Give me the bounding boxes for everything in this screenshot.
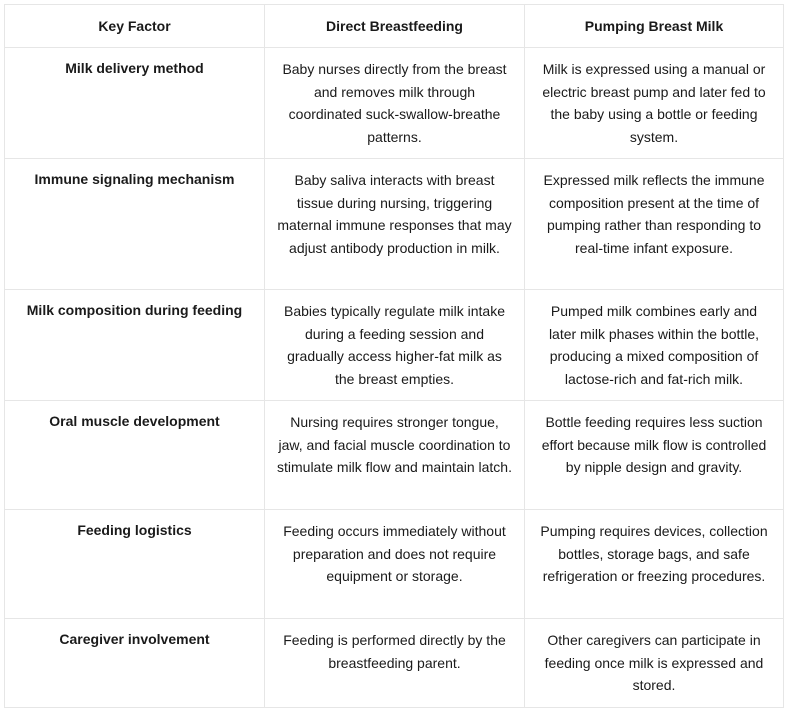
header-row xyxy=(5,5,784,48)
table-row xyxy=(5,510,784,619)
header-pumping-breast-milk: Pumping Breast Milk xyxy=(525,5,784,48)
pumping-cell: Other caregivers can participate in feeding once milk is expressed and stored. xyxy=(525,619,784,708)
pumping-cell: Expressed milk reflects the immune composition present at the time of pumping rather than responding to real-time infant exposure. xyxy=(525,159,784,290)
key-factor-cell: Caregiver involvement xyxy=(5,619,265,708)
key-factor-cell: Milk delivery method xyxy=(5,48,265,159)
pumping-cell: Pumping requires devices, collection bottles, storage bags, and safe refrigeration or freezing procedures. xyxy=(525,510,784,619)
table-row xyxy=(5,159,784,290)
direct-breastfeeding-cell: Baby nurses directly from the breast and removes milk through coordinated suck-swallow-breathe patterns. xyxy=(265,48,525,159)
header-key-factor: Key Factor xyxy=(5,5,265,48)
key-factor-cell: Immune signaling mechanism xyxy=(5,159,265,290)
direct-breastfeeding-cell: Feeding occurs immediately without preparation and does not require equipment or storage. xyxy=(265,510,525,619)
key-factor-cell: Oral muscle development xyxy=(5,401,265,510)
table-row xyxy=(5,401,784,510)
direct-breastfeeding-cell: Nursing requires stronger tongue, jaw, and facial muscle coordination to stimulate milk flow and maintain latch. xyxy=(265,401,525,510)
pumping-cell: Bottle feeding requires less suction effort because milk flow is controlled by nipple design and gravity. xyxy=(525,401,784,510)
key-factor-cell: Milk composition during feeding xyxy=(5,290,265,401)
direct-breastfeeding-cell: Babies typically regulate milk intake during a feeding session and gradually access higher-fat milk as the breast empties. xyxy=(265,290,525,401)
key-factor-cell: Feeding logistics xyxy=(5,510,265,619)
direct-breastfeeding-cell: Baby saliva interacts with breast tissue during nursing, triggering maternal immune responses that may adjust antibody production in milk. xyxy=(265,159,525,290)
table-row xyxy=(5,619,784,708)
table-row xyxy=(5,290,784,401)
direct-breastfeeding-cell: Feeding is performed directly by the breastfeeding parent. xyxy=(265,619,525,708)
header-direct-breastfeeding: Direct Breastfeeding xyxy=(265,5,525,48)
pumping-cell: Milk is expressed using a manual or electric breast pump and later fed to the baby using a bottle or feeding system. xyxy=(525,48,784,159)
table-row xyxy=(5,48,784,159)
pumping-cell: Pumped milk combines early and later milk phases within the bottle, producing a mixed composition of lactose-rich and fat-rich milk. xyxy=(525,290,784,401)
comparison-table xyxy=(4,4,784,708)
